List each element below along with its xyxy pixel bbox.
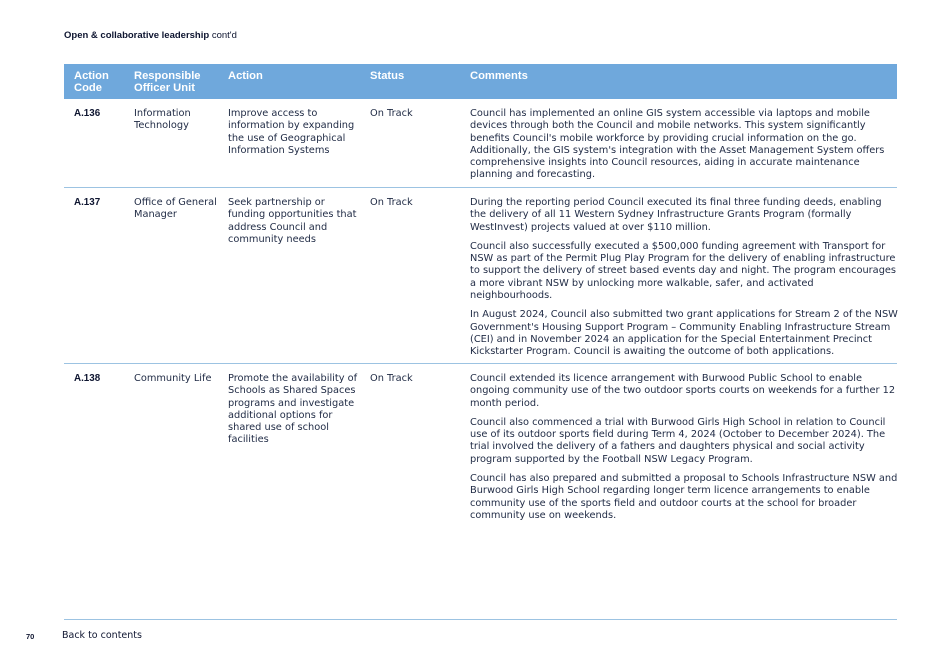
action-text: Improve access to information by expanding the use of Geographical Information Systems <box>228 108 355 156</box>
comments-cell <box>470 373 898 529</box>
section-title-bold: Open & collaborative leadership <box>64 30 210 41</box>
responsible-unit: Information Technology <box>134 108 191 132</box>
comment-paragraph: Council has implemented an online GIS system accessible via laptops and mobile devices through both the Council and mobile networks. This system significantly benefits Council's mobile workforce by providing crucial information on the go. Additionally, the GIS system's integration with the Asset Management System offers comprehensive insights into Council resources, aiding in accurate maintenance planning and forecasting. <box>470 108 885 181</box>
action-code: A.138 <box>74 373 101 384</box>
section-title-suffix: cont'd <box>209 30 237 41</box>
col-header-responsible-unit: Responsible Officer Unit <box>134 70 201 94</box>
action-text: Promote the availability of Schools as Shared Spaces programs and investigate additional options for shared use of school facilities <box>228 373 358 446</box>
comment-paragraph: During the reporting period Council executed its final three funding deeds, enabling the delivery of all 11 Western Sydney Infrastructure Grants Program (formally WestInvest) projects valued at over $110 million. <box>470 197 882 233</box>
col-header-action-code: Action Code <box>74 70 109 94</box>
col-header-comments: Comments <box>470 70 528 82</box>
comment-paragraph: Council also successfully executed a $500,000 funding agreement with Transport for NSW as part of the Permit Plug Play Program for the delivery of enabling infrastructure to support the delivery of street based events day and night. The program encourages a more vibrant NSW by unlocking more walkable, safer, and activated neighbourhoods. <box>470 240 897 302</box>
col-header-action: Action <box>228 70 263 82</box>
comment-paragraph: Council extended its licence arrangement with Burwood Public School to enable ongoing community use of the two outdoor sports courts on weekends for a further 12 month period. <box>470 373 896 409</box>
col-header-status: Status <box>370 70 405 82</box>
comments-cell <box>470 197 898 366</box>
status-text: On Track <box>370 197 413 208</box>
actions-table <box>64 64 897 524</box>
status-text: On Track <box>370 373 413 384</box>
table-row <box>64 99 897 188</box>
action-code: A.137 <box>74 197 101 208</box>
action-code: A.136 <box>74 108 101 119</box>
responsible-unit: Community Life <box>134 373 212 384</box>
comments-cell <box>470 108 898 189</box>
table-row <box>64 188 897 364</box>
comment-paragraph: Council has also prepared and submitted a proposal to Schools Infrastructure NSW and Burwood Girls High School regarding longer term licence arrangements to enable community use of the sports field and outdoor courts at the school for broader community use on weekends. <box>470 473 898 521</box>
table-header <box>64 64 897 99</box>
back-to-contents-link[interactable]: Back to contents <box>62 630 142 641</box>
responsible-unit: Office of General Manager <box>134 197 217 221</box>
status-text: On Track <box>370 108 413 119</box>
table-row <box>64 364 897 524</box>
comment-paragraph: In August 2024, Council also submitted two grant applications for Stream 2 of the NSW Government's Housing Support Program – Community Enabling Infrastructure Stream (CEI) and in November 2024 an application for the Special Entertainment Precinct Kickstarter Program. Council is awaiting the outcome of both applications. <box>470 309 898 358</box>
action-text: Seek partnership or funding opportunities that address Council and community needs <box>228 197 357 245</box>
page-number: 70 <box>26 632 35 641</box>
comment-paragraph: Council also commenced a trial with Burwood Girls High School in relation to Council use of its outdoor sports field during Term 4, 2024 (October to December 2024). The trial involved the delivery of a fathers and daughters physical and social activity program supported by the Football NSW Legacy Program. <box>470 416 886 465</box>
footer-divider <box>64 619 897 620</box>
section-title <box>64 30 237 41</box>
